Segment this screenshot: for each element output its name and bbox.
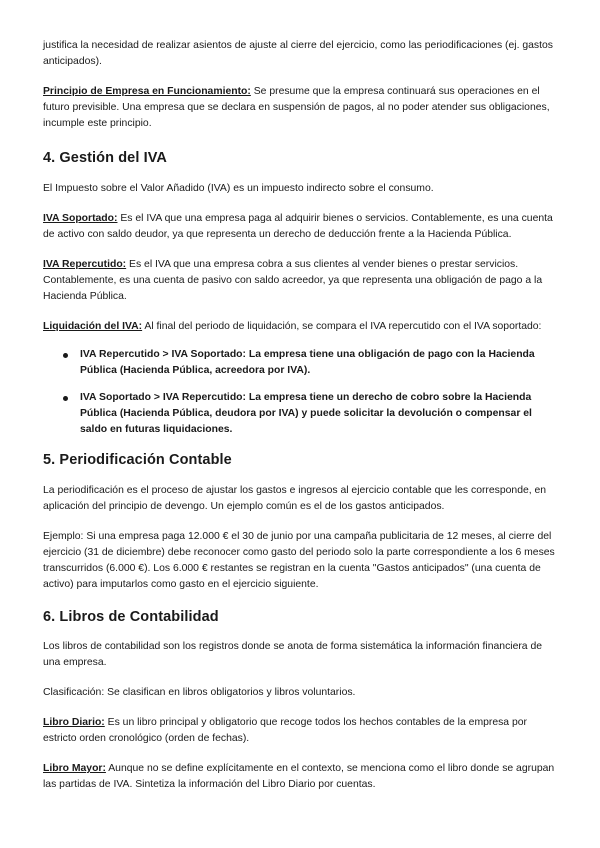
iva-repercutido-text: Es el IVA que una empresa cobra a sus clientes al vender bienes o prestar servicios. Contablemente, es una cuenta de pasivo con saldo acreedor, ya que representa una obligación de pago a la Hacienda Pública. [43,259,543,302]
document-page [43,38,557,793]
section-4-heading: 4. Gestión del IVA [43,150,168,166]
iva-repercutido-paragraph [43,257,557,305]
section-6-clasificacion-paragraph: Clasificación: Se clasifican en libros obligatorios y libros voluntarios. [43,687,356,698]
intro-continuation-paragraph: justifica la necesidad de realizar asientos de ajuste al cierre del ejercicio, como las periodificaciones (ej. gastos anticipados). [43,40,553,67]
section-6-paragraph-1: Los libros de contabilidad son los registros donde se anota de forma sistemática la información financiera de una empresa. [43,641,543,668]
liquidacion-iva-text: Al final del periodo de liquidación, se compara el IVA repercutido con el IVA soportado: [142,321,542,332]
libro-mayor-text: Aunque no se define explícitamente en el contexto, se menciona como el libro donde se agrupan las partidas de IVA. Sintetiza la información del Libro Diario por cuentas. [43,763,555,790]
section-5-example-paragraph: Ejemplo: Si una empresa paga 12.000 € el 30 de junio por una campaña publicitaria de 12 meses, al cierre del ejercicio (31 de diciembre) debe reconocer como gasto del periodo solo la parte correspondiente a los 6 meses transcurridos (6.000 €). Los 6.000 € restantes se registran en la cuenta "Gastos anticipados" (una cuenta de activo) para imputarlos como gasto en el ejercicio siguiente. [43,531,555,590]
libro-diario-term: Libro Diario: [43,717,105,728]
section-6-heading: 6. Libros de Contabilidad [43,609,219,625]
list-item [43,390,557,438]
principio-funcionamiento-text: Se presume que la empresa continuará sus operaciones en el futuro previsible. Una empresa que se declara en suspensión de pagos, al no poder atender sus obligaciones, incumple este principio. [43,86,550,129]
iva-soportado-term: IVA Soportado: [43,213,118,224]
liquidacion-iva-term: Liquidación del IVA: [43,321,143,332]
iva-repercutido-term: IVA Repercutido: [43,259,127,270]
list-item [43,347,557,379]
libro-diario-text: Es un libro principal y obligatorio que recoge todos los hechos contables de la empresa por estricto orden cronológico (orden de fechas). [43,717,527,744]
libro-mayor-paragraph [43,761,557,793]
bullet-text: IVA Soportado > IVA Repercutido: La empresa tiene un derecho de cobro sobre la Hacienda Pública (Hacienda Pública, deudora por IVA) y puede solicitar la devolución o compensar el saldo en futuras liquidaciones. [80,392,532,435]
bullet-text: IVA Repercutido > IVA Soportado: La empresa tiene una obligación de pago con la Hacienda Pública (Hacienda Pública, acreedora por IVA). [80,349,535,376]
iva-soportado-text: Es el IVA que una empresa paga al adquirir bienes o servicios. Contablemente, es una cuenta de activo con saldo deudor, ya que representa un derecho de deducción frente a la Hacienda Pública. [43,213,553,240]
bullet-icon [63,396,68,401]
section-4-intro: El Impuesto sobre el Valor Añadido (IVA) es un impuesto indirecto sobre el consumo. [43,183,434,194]
section-5-heading: 5. Periodificación Contable [43,452,232,468]
libro-diario-paragraph [43,715,557,747]
iva-soportado-paragraph [43,211,557,243]
libro-mayor-term: Libro Mayor: [43,763,106,774]
liquidacion-iva-paragraph [43,319,557,335]
principio-funcionamiento-term: Principio de Empresa en Funcionamiento: [43,86,251,97]
principio-funcionamiento-paragraph [43,84,557,132]
liquidacion-bullet-list [43,347,557,438]
section-5-paragraph-1: La periodificación es el proceso de ajustar los gastos e ingresos al ejercicio contable que les corresponde, en aplicación del principio de devengo. Un ejemplo común es el de los gastos anticipados. [43,485,547,512]
bullet-icon [63,353,68,358]
